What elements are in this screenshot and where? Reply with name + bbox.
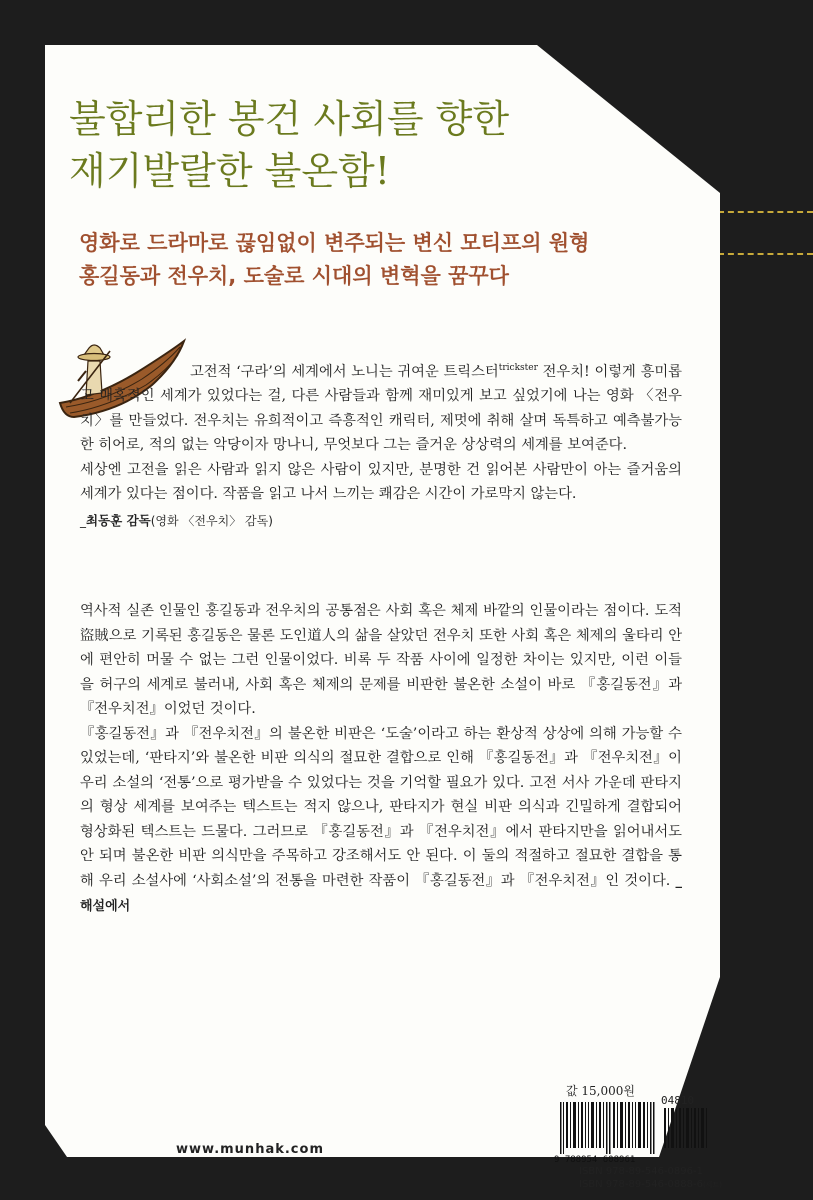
isbn-2-note: (세트) bbox=[702, 1181, 722, 1189]
review-sig-role: (영화 〈전우치〉 감독) bbox=[150, 513, 273, 528]
decorative-dash-top bbox=[718, 211, 813, 213]
director-review bbox=[80, 356, 682, 533]
headline-line-2: 재기발랄한 불온함! bbox=[69, 149, 391, 193]
isbn-2: ISBN 978-89-546-0888-6 bbox=[579, 1179, 703, 1190]
subtitle-line-2: 홍길동과 전우치, 도술로 시대의 변혁을 꿈꾸다 bbox=[79, 264, 509, 288]
barcode-addon-number: 04810 bbox=[661, 1094, 695, 1107]
review-paragraph-1 bbox=[80, 356, 682, 458]
review-signature bbox=[80, 509, 682, 534]
subtitle-line-1: 영화로 드라마로 끊임없이 변주되는 변신 모티프의 원형 bbox=[79, 231, 590, 255]
publisher-url: www.munhak.com bbox=[176, 1142, 324, 1157]
subtitle bbox=[79, 227, 679, 293]
review-text-b: 전우치! 이렇게 bbox=[537, 363, 636, 380]
headline bbox=[69, 93, 629, 197]
price-label: 값 15,000원 bbox=[566, 1084, 635, 1098]
commentary-excerpt bbox=[80, 599, 682, 920]
review-sig-prefix: _ bbox=[80, 513, 86, 528]
headline-line-1: 불합리한 봉건 사회를 향한 bbox=[69, 97, 510, 141]
barcode-icon bbox=[552, 1102, 712, 1164]
essay-paragraph-1: 역사적 실존 인물인 홍길동과 전우치의 공통점은 사회 혹은 체제 바깥의 인물이라는 점이다. 도적盜賊으로 기록된 홍길동은 물론 도인道人의 삶을 살았던 전우치 또한 사회 혹은 체제의 울타리 안에 편안히 머물 수 없는 그런 인물이었다. 비록 두 작품 사이에 일정한 차이는 있지만, 이런 이들을 허구의 세계로 불러내, 사회 혹은 체제의 문제를 비판한 불온한 소설이 바로 『홍길동전』과 『전우치전』이었던 것이다. bbox=[80, 603, 682, 717]
isbn-block bbox=[579, 1165, 722, 1192]
barcode-number: 9 788954 608961 bbox=[554, 1155, 636, 1164]
review-paragraph-2: 세상엔 고전을 읽은 사람과 읽지 않은 사람이 있지만, 분명한 건 읽어본 사람만이 아는 즐거움의 세계가 있다는 점이다. 작품을 읽고 나서 느끼는 쾌감은 시간이 가로막지 않는다. bbox=[80, 461, 682, 503]
essay-paragraph-2-text: 『홍길동전』과 『전우치전』의 불온한 비판은 ‘도술’이라고 하는 환상적 상상에 의해 가능할 수 있었는데, ‘판타지’와 불온한 비판 의식의 절묘한 결합으로 인해 『홍길동전』과 『전우치전』이 우리 소설의 ‘전통’으로 평가받을 수 있었다는 것을 기억할 필요가 있다. 고전 서사 가운데 판타지의 형상 세계를 보여주는 텍스트는 적지 않으나, 판타지가 현실 비판 의식과 긴밀하게 결합되어 형상화된 텍스트는 드물다. 그러므로 『홍길동전』과 『전우치전』에서 판타지만을 읽어내서도 안 되며 불온한 비판 의식만을 주목하고 강조해서도 안 된다. 이 둘의 적절하고 절묘한 결합을 통해 우리 소설사에 ‘사회소설’의 전통을 마련한 작품이 『홍길동전』과 『전우치전』인 것이다. bbox=[80, 725, 682, 889]
review-text-a: 고전적 ‘구라’의 세계에서 노니는 귀여운 트릭스터 bbox=[190, 363, 499, 380]
review-trickster-sup: trickster bbox=[498, 363, 538, 373]
essay-paragraph-2 bbox=[80, 722, 682, 920]
isbn-1: ISBN 978-89-546-0896-1 bbox=[579, 1166, 703, 1177]
decorative-dash-bottom bbox=[718, 253, 813, 255]
review-text-c: 흥미롭고 매혹적인 세계가 있었다는 걸, 다른 사람들과 함께 재미있게 보고 싶었기에 나는 영화 〈전우치〉를 만들었다. 전우치는 유희적이고 즉흥적인 캐릭터, 제멋에 취해 살며 독특하고 예측불가능한 히어로, 적의 없는 악당이자 망나니, 무엇보다 그는 즐거운 상상력의 세계를 보여준다. bbox=[80, 363, 682, 454]
isbn-2-row bbox=[579, 1178, 722, 1192]
essay-signature: _해설에서 bbox=[80, 873, 682, 914]
review-sig-name: 최동훈 감독 bbox=[86, 512, 151, 528]
